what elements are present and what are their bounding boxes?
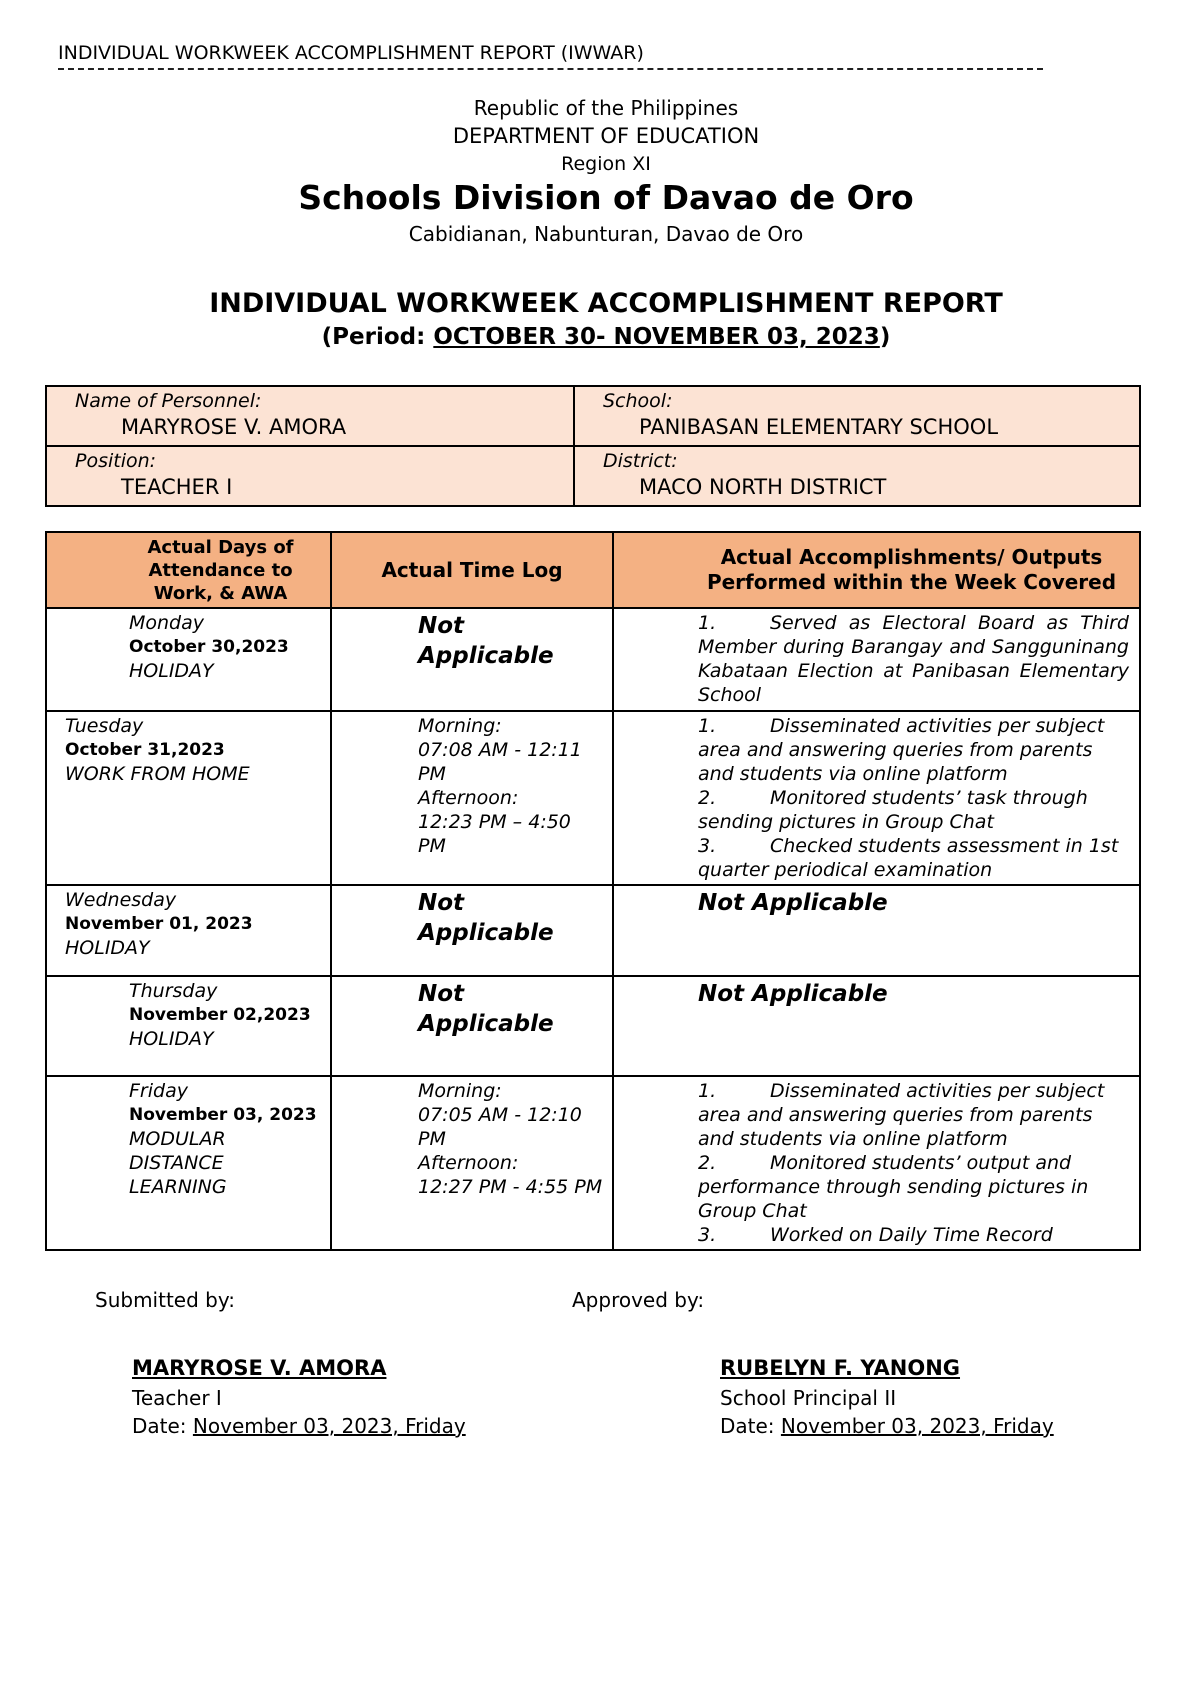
submitter-date-value: November 03, 2023, Friday	[192, 1414, 466, 1438]
day-date: November 03, 2023	[129, 1105, 317, 1125]
day-name: Thursday	[129, 980, 218, 1002]
day-cell	[46, 885, 331, 976]
list-item	[698, 714, 1129, 786]
day-status: HOLIDAY	[129, 660, 214, 682]
day-name: Friday	[129, 1080, 188, 1102]
period-prefix: (Period:	[321, 324, 434, 350]
approver-date-value: November 03, 2023, Friday	[780, 1414, 1054, 1438]
accomplishment-cell	[613, 885, 1140, 976]
time-cell	[331, 1076, 613, 1250]
day-date: November 01, 2023	[65, 914, 253, 934]
position-label: Position:	[75, 450, 157, 472]
accomplishment-list	[698, 1079, 1129, 1247]
day-cell	[46, 1076, 331, 1250]
day-date: October 30,2023	[129, 637, 289, 657]
time-cell	[331, 608, 613, 711]
item-text: Monitored students’ output and performance through sending pictures in Group Chat	[698, 1152, 1089, 1222]
accomplishment-cell	[613, 976, 1140, 1076]
personnel-info-table	[45, 385, 1141, 507]
time-cell	[331, 885, 613, 976]
item-number: 2.	[698, 1152, 717, 1174]
item-text: Worked on Daily Time Record	[770, 1224, 1053, 1246]
accomplishment-list	[698, 611, 1129, 707]
approver-date-label: Date:	[720, 1414, 781, 1438]
item-number: 1.	[698, 715, 717, 737]
header-time-log: Actual Time Log	[331, 532, 613, 608]
table-row	[46, 711, 1140, 885]
table-header-row	[46, 532, 1140, 608]
department-line: DEPARTMENT OF EDUCATION	[452, 124, 760, 148]
afternoon-label: Afternoon:	[418, 787, 519, 809]
item-number: 3.	[698, 835, 717, 857]
submitter-date-label: Date:	[132, 1414, 193, 1438]
afternoon-time: 12:27 PM - 4:55 PM	[418, 1176, 603, 1198]
header-days: Actual Days of Attendance to Work, & AWA	[46, 532, 331, 608]
accomplishment-not-applicable: Not Applicable	[698, 890, 888, 916]
accomplishment-cell	[613, 608, 1140, 711]
time-not-applicable: Not Applicable	[418, 981, 554, 1037]
report-title: INDIVIDUAL WORKWEEK ACCOMPLISHMENT REPORT	[209, 288, 1003, 319]
position-cell	[46, 446, 574, 506]
time-cell	[331, 711, 613, 885]
document-header-title: INDIVIDUAL WORKWEEK ACCOMPLISHMENT REPORT (IWWAR)	[58, 42, 644, 64]
item-number: 2.	[698, 787, 717, 809]
period-suffix: )	[879, 324, 891, 350]
list-item	[698, 611, 1129, 707]
name-value: MARYROSE V. AMORA	[121, 415, 347, 439]
morning-label: Morning:	[418, 1080, 502, 1102]
name-label: Name of Personnel:	[75, 390, 262, 412]
approver-name: RUBELYN F. YANONG	[720, 1356, 961, 1380]
day-status: HOLIDAY	[129, 1028, 214, 1050]
table-row	[46, 608, 1140, 711]
afternoon-label: Afternoon:	[418, 1152, 519, 1174]
approver-position: School Principal II	[720, 1386, 897, 1410]
header-accomplishments: Actual Accomplishments/ Outputs Performed within the Week Covered	[613, 532, 1140, 608]
accomplishment-cell	[613, 711, 1140, 885]
day-cell	[46, 976, 331, 1076]
accomplishment-list	[698, 714, 1129, 882]
list-item	[698, 834, 1129, 882]
item-text: Disseminated activities per subject area and answering queries from parents and students via online platform	[698, 715, 1105, 785]
item-text: Checked students assessment in 1st quarter periodical examination	[698, 835, 1119, 881]
district-cell	[574, 446, 1140, 506]
day-name: Tuesday	[65, 715, 144, 737]
accomplishment-not-applicable: Not Applicable	[698, 981, 888, 1007]
time-not-applicable: Not Applicable	[418, 613, 554, 669]
day-name: Monday	[129, 612, 205, 634]
school-cell	[574, 386, 1140, 446]
morning-time: 07:08 AM - 12:11 PM	[418, 739, 582, 785]
division-address: Cabidianan, Nabunturan, Davao de Oro	[408, 222, 804, 246]
morning-time: 07:05 AM - 12:10 PM	[418, 1104, 582, 1150]
accomplishment-cell	[613, 1076, 1140, 1250]
time-cell	[331, 976, 613, 1076]
day-cell	[46, 711, 331, 885]
morning-label: Morning:	[418, 715, 502, 737]
list-item	[698, 1151, 1129, 1223]
republic-line: Republic of the Philippines	[473, 96, 739, 120]
school-label: School:	[603, 390, 673, 412]
division-name: Schools Division of Davao de Oro	[298, 178, 914, 217]
item-text: Served as Electoral Board as Third Member during Barangay and Sangguninang Kabataan Election at Panibasan Elementary School	[698, 612, 1129, 706]
day-date: October 31,2023	[65, 740, 225, 760]
school-value: PANIBASAN ELEMENTARY SCHOOL	[639, 415, 999, 439]
submitter-name: MARYROSE V. AMORA	[132, 1356, 387, 1380]
report-period	[0, 324, 1200, 350]
time-not-applicable: Not Applicable	[418, 890, 554, 946]
table-row	[46, 1076, 1140, 1250]
item-text: Disseminated activities per subject area and answering queries from parents and students via online platform	[698, 1080, 1105, 1150]
list-item	[698, 1223, 1129, 1247]
list-item	[698, 1079, 1129, 1151]
approved-by-label: Approved by:	[572, 1288, 705, 1312]
day-status: WORK FROM HOME	[65, 763, 250, 785]
district-value: MACO NORTH DISTRICT	[639, 475, 887, 499]
submitted-by-label: Submitted by:	[95, 1288, 235, 1312]
day-status: MODULAR DISTANCE LEARNING	[129, 1128, 227, 1198]
table-row	[46, 976, 1140, 1076]
position-value: TEACHER I	[121, 475, 233, 499]
table-row	[46, 885, 1140, 976]
accomplishment-table	[45, 531, 1141, 1251]
district-label: District:	[603, 450, 678, 472]
dashed-divider	[58, 68, 1043, 70]
item-number: 1.	[698, 1080, 717, 1102]
item-number: 3.	[698, 1224, 717, 1246]
day-cell	[46, 608, 331, 711]
afternoon-time: 12:23 PM – 4:50 PM	[418, 811, 571, 857]
list-item	[698, 786, 1129, 834]
day-name: Wednesday	[65, 889, 177, 911]
day-date: November 02,2023	[129, 1005, 311, 1025]
day-status: HOLIDAY	[65, 937, 150, 959]
submitter-position: Teacher I	[132, 1386, 222, 1410]
approver-date	[720, 1414, 1054, 1438]
period-value: OCTOBER 30- NOVEMBER 03, 2023	[433, 324, 880, 350]
submitter-date	[132, 1414, 466, 1438]
region-line: Region XI	[561, 153, 651, 175]
item-text: Monitored students’ task through sending pictures in Group Chat	[698, 787, 1088, 833]
name-cell	[46, 386, 574, 446]
item-number: 1.	[698, 612, 717, 634]
